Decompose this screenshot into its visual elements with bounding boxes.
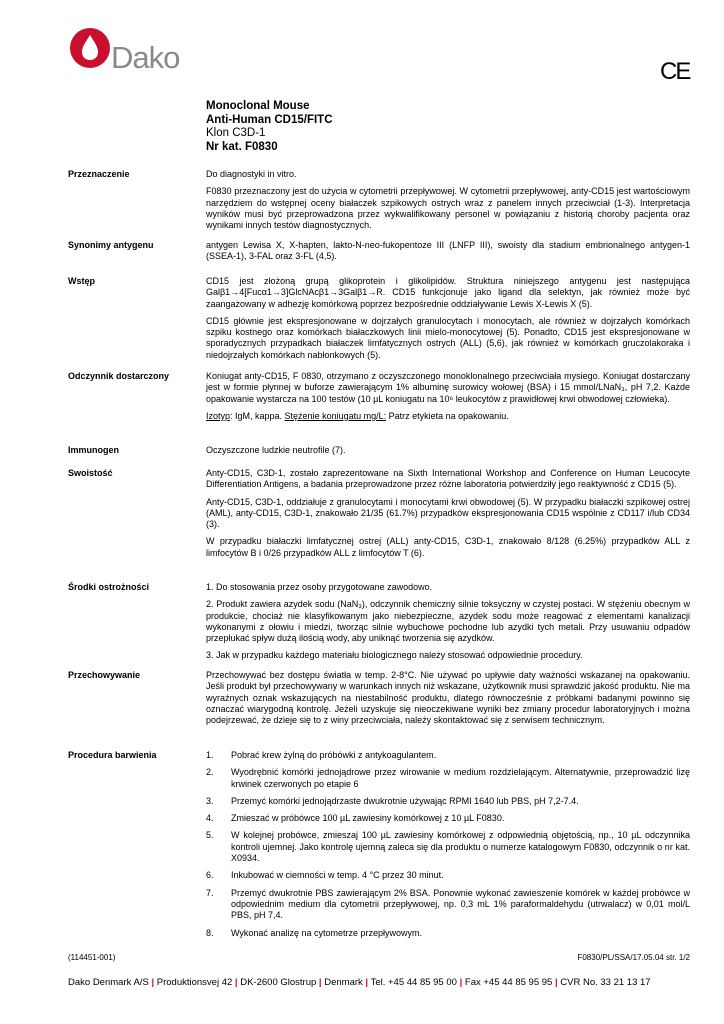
procedure-step: [206, 767, 690, 790]
document-code-left: (114451-001): [68, 953, 116, 962]
paragraph: Anty-CD15, C3D-1, oddziałuje z granulocytami i monocytami krwi obwodowej (5). W przypadku białaczki szpikowej ostrej (AML), anty-CD15, C3D-1, znakowało 21/35 (61.7%) przypadków ekspresjonowania CD15 wspólnie z CD117 i/lub CD34 (3).: [206, 496, 690, 530]
procedure-step: [206, 750, 690, 761]
product-title: [206, 100, 333, 154]
procedure-step: [206, 813, 690, 824]
footer-separator: |: [234, 977, 238, 988]
footer-separator: |: [318, 977, 322, 988]
izotyp-label: Izotyp: [206, 410, 231, 421]
step-text: Inkubować w ciemności w temp. 4 °C przez 30 minut.: [231, 870, 444, 881]
step-number: 1.: [206, 750, 214, 760]
step-text: Zmieszać w próbówce 100 µL zawiesiny komórkowej z 10 µL F0830.: [231, 813, 505, 824]
section-label: Przeznaczenie: [68, 169, 130, 179]
document-code-right: F0830/PL/SSA/17.05.04 str. 1/2: [577, 953, 690, 962]
section-text: [206, 445, 690, 462]
footer-company: Dako Denmark A/S: [68, 977, 149, 988]
stezenie-text: Patrz etykieta na opakowaniu.: [386, 410, 509, 421]
ce-mark: CE: [660, 58, 690, 85]
procedure-steps: [206, 750, 690, 945]
paragraph: Przechowywać bez dostępu światła w temp. 2-8°C. Nie używać po upływie daty ważności wskazanej na opakowaniu. Jeśli produkt był przechowywany w warunkach innych niż wskazane, użytkownik musi sprawdzić jakość produktu. Nie ma wyraźnych oznak wskazujących na niestabilność produktu, dlatego równocześnie z próbkami badanymi powinno się oznaczać wiarygodną kontrolę. Jeżeli uzyskuje się nieoczekiwane wyniki bez zmiany procedur laboratoryjnych i można podejrzewać, że dzieje się to z winy przeciwciała, należy skontaktować się z serwisem technicznym.: [206, 670, 690, 726]
paragraph: Oczyszczone ludzkie neutrofile (7).: [206, 445, 346, 455]
section-text: [206, 169, 690, 237]
title-line-3: Klon C3D-1: [206, 127, 266, 139]
dako-drop-icon: [68, 26, 112, 70]
section-text: [206, 582, 690, 668]
paragraph: CD15 głównie jest ekspresjonowane w dojrzałych granulocytach i monocytach, ale również w dojrzałych komórkach szpiku kostnego oraz komórkach białaczkowych linii mielo-monocytowej (5). Ponadto, CD15 jest ekspresjonowane w sporadycznych przypadkach białaczek limfatycznych ostrych (ALL) (5,6), jak również w komórkach gruczolakoraka i niedojrzałych komórkach nabłonkowych (5).: [206, 315, 690, 360]
section-label: Środki ostrożności: [68, 582, 150, 592]
procedure-step: [206, 830, 690, 864]
procedure-step: [206, 928, 690, 939]
procedure-step: [206, 888, 690, 922]
footer-separator: |: [151, 977, 155, 988]
step-number: 6.: [206, 870, 214, 881]
procedure-step: [206, 796, 690, 807]
paragraph: Koniugat anty-CD15, F 0830, otrzymano z oczyszczonego monoklonalnego przeciwciała mysiego. Koniugat dostarczany jest w formie płynnej w buforze zawierającym 1% albuminę surowicy wołowej (BSA) i 15 mmol/LNaN₃, pH 7,2. Każde opakowanie wystarcza na 100 testów (10 µL koniugatu na 10⁶ leukocytów z prawidłowej krwi obwodowej człowieka).: [206, 371, 690, 404]
section-text: [206, 276, 690, 367]
paragraph: 1. Do stosowania przez osoby przygotowane zawodowo.: [206, 582, 433, 592]
section-label: Odczynnik dostarczony: [68, 371, 170, 381]
step-text: W kolejnej probówce, zmieszaj 100 µL zawiesiny komórkowej z odpowiednią objętością, np., 10 µL odczynnika kontroli ujemnej. Jako kontrolę ujemną zaleca się dla produktu o numerze katalogowym F0830, odczynnik o nr kat. X0934.: [231, 830, 690, 864]
paragraph: [206, 411, 690, 422]
step-number: 4.: [206, 813, 214, 824]
company-footer: [68, 977, 690, 988]
document-code-line: [68, 953, 690, 962]
paragraph: 3. Jak w przypadku każdego materiału biologicznego należy stosować odpowiednie procedury.: [206, 650, 583, 661]
paragraph: Anty-CD15, C3D-1, zostało zaprezentowane na Sixth International Workshop and Conference on Human Leucocyte Differentiation Antigens, a badania przeprowadzone przez różne laboratoria potwierdziły jego reaktywność z CD15 (5).: [206, 468, 690, 490]
dako-logo: [68, 26, 198, 78]
brand-name: Dako: [111, 40, 180, 75]
paragraph: CD15 jest złożoną grupą glikoprotein i glikolipidów. Struktura niniejszego antygenu jest następująca Galβ1→4[Fucα1→3]GlcNAcβ1→3Galβ1→R. CD15 funkcjonuje jako ligand dla selektyn, jak również może być zaangażowany w adhezję komórkową poprzez bezpośrednie oddziaływanie Lewis X-Lewis X (5).: [206, 276, 690, 309]
paragraph: W przypadku białaczki limfatycznej ostrej (ALL) anty-CD15, C3D-1, znakowało 8/128 (6.25%) przypadków ALL z limfocytów B i 0/26 przypadków ALL z limfocytów T (6).: [206, 536, 690, 558]
section-label: Immunogen: [68, 445, 119, 455]
footer-cvr: CVR No. 33 21 13 17: [560, 977, 651, 988]
title-line-2: Anti-Human CD15/FITC: [206, 113, 333, 126]
section-text: [206, 468, 690, 565]
footer-tel: Tel. +45 44 85 95 00: [370, 977, 457, 988]
section-text: [206, 371, 690, 428]
step-number: 2.: [206, 767, 214, 778]
step-number: 8.: [206, 927, 214, 938]
section-label: Wstęp: [68, 276, 95, 286]
section-label: Synonimy antygenu: [68, 240, 154, 250]
paragraph: 2. Produkt zawiera azydek sodu (NaN₃), odczynnik chemiczny silnie toksyczny w czystej postaci. W stężeniu obecnym w produkcie, chociaż nie klasyfikowanym jako niebezpieczne, azydek sodu może reagować z elementami kanalizacji wykonanymi z ołowiu i miedzi, tworząc silnie wybuchowe pochodne lub azydki tych metali. Przy usuwaniu odpadów przepłukać spływ dużą ilością wody, aby uniknąć tworzenia się azydków.: [206, 599, 690, 644]
section-label: Procedura barwienia: [68, 750, 157, 760]
section-label: Swoistość: [68, 468, 113, 478]
step-number: 5.: [206, 830, 214, 841]
footer-separator: |: [554, 977, 558, 988]
step-text: Wykonać analizę na cytometrze przepływowym.: [231, 927, 422, 938]
stezenie-label: Stężenie koniugatu mg/L:: [284, 410, 387, 421]
title-line-1: Monoclonal Mouse: [206, 100, 310, 112]
footer-street: Produktionsvej 42: [156, 977, 233, 988]
step-text: Wyodrębnić komórki jednojądrowe przez wirowanie w medium rozdzielającym. Alternatywnie, przeprowadzić lizę krwinek czerwonych po etapie 6: [231, 767, 690, 789]
footer-country: Denmark: [324, 977, 363, 988]
izotyp-text: : IgM, kappa.: [230, 410, 285, 421]
paragraph: antygen Lewisa X, X-hapten, lakto-N-neo-fukopentoze III (LNFP III), swoisty dla stadium embrionalnego antygen-1 (SSEA-1), 3-FAL oraz 3-FL (4,5).: [206, 240, 690, 262]
step-text: Pobrać krew żylną do próbówki z antykoagulantem.: [231, 750, 437, 760]
footer-city: DK-2600 Glostrup: [240, 977, 317, 988]
footer-separator: |: [459, 977, 463, 988]
procedure-step: [206, 870, 690, 881]
footer-fax: Fax +45 44 85 95 95: [464, 977, 553, 988]
step-number: 7.: [206, 887, 214, 898]
section-text: [206, 240, 690, 269]
paragraph: F0830 przeznaczony jest do użycia w cytometrii przepływowej. W cytometrii przepływowej, anty-CD15 jest wartościowym narzędziem do wstępnej oceny białaczek szpikowych ostrych wraz z panelem innych przeciwciał (1-3). Interpretacja wyników musi być przeprowadzona przez wykwalifikowany personel w powiązaniu z historią choroby pacjenta oraz wynikami innych testów diagnostycznych.: [206, 186, 690, 231]
step-number: 3.: [206, 795, 214, 806]
paragraph: Do diagnostyki in vitro.: [206, 169, 297, 179]
footer-separator: |: [365, 977, 369, 988]
step-text: Przemyć dwukrotnie PBS zawierającym 2% BSA. Ponownie wykonać zawieszenie komórek w każdej probówce w odpowiednim medium dla cytometrii przepływowej, np. 0,3 mL 1% paraformaldehydu (utrwalacz) w 0,01 mol/L PBS, pH 7,4.: [231, 887, 690, 921]
step-text: Przemyć komórki jednojądrzaste dwukrotnie używając RPMI 1640 lub PBS, pH 7,2-7.4.: [231, 795, 579, 806]
section-label: Przechowywanie: [68, 670, 141, 680]
title-line-4: Nr kat. F0830: [206, 140, 278, 153]
section-text: [206, 670, 690, 732]
